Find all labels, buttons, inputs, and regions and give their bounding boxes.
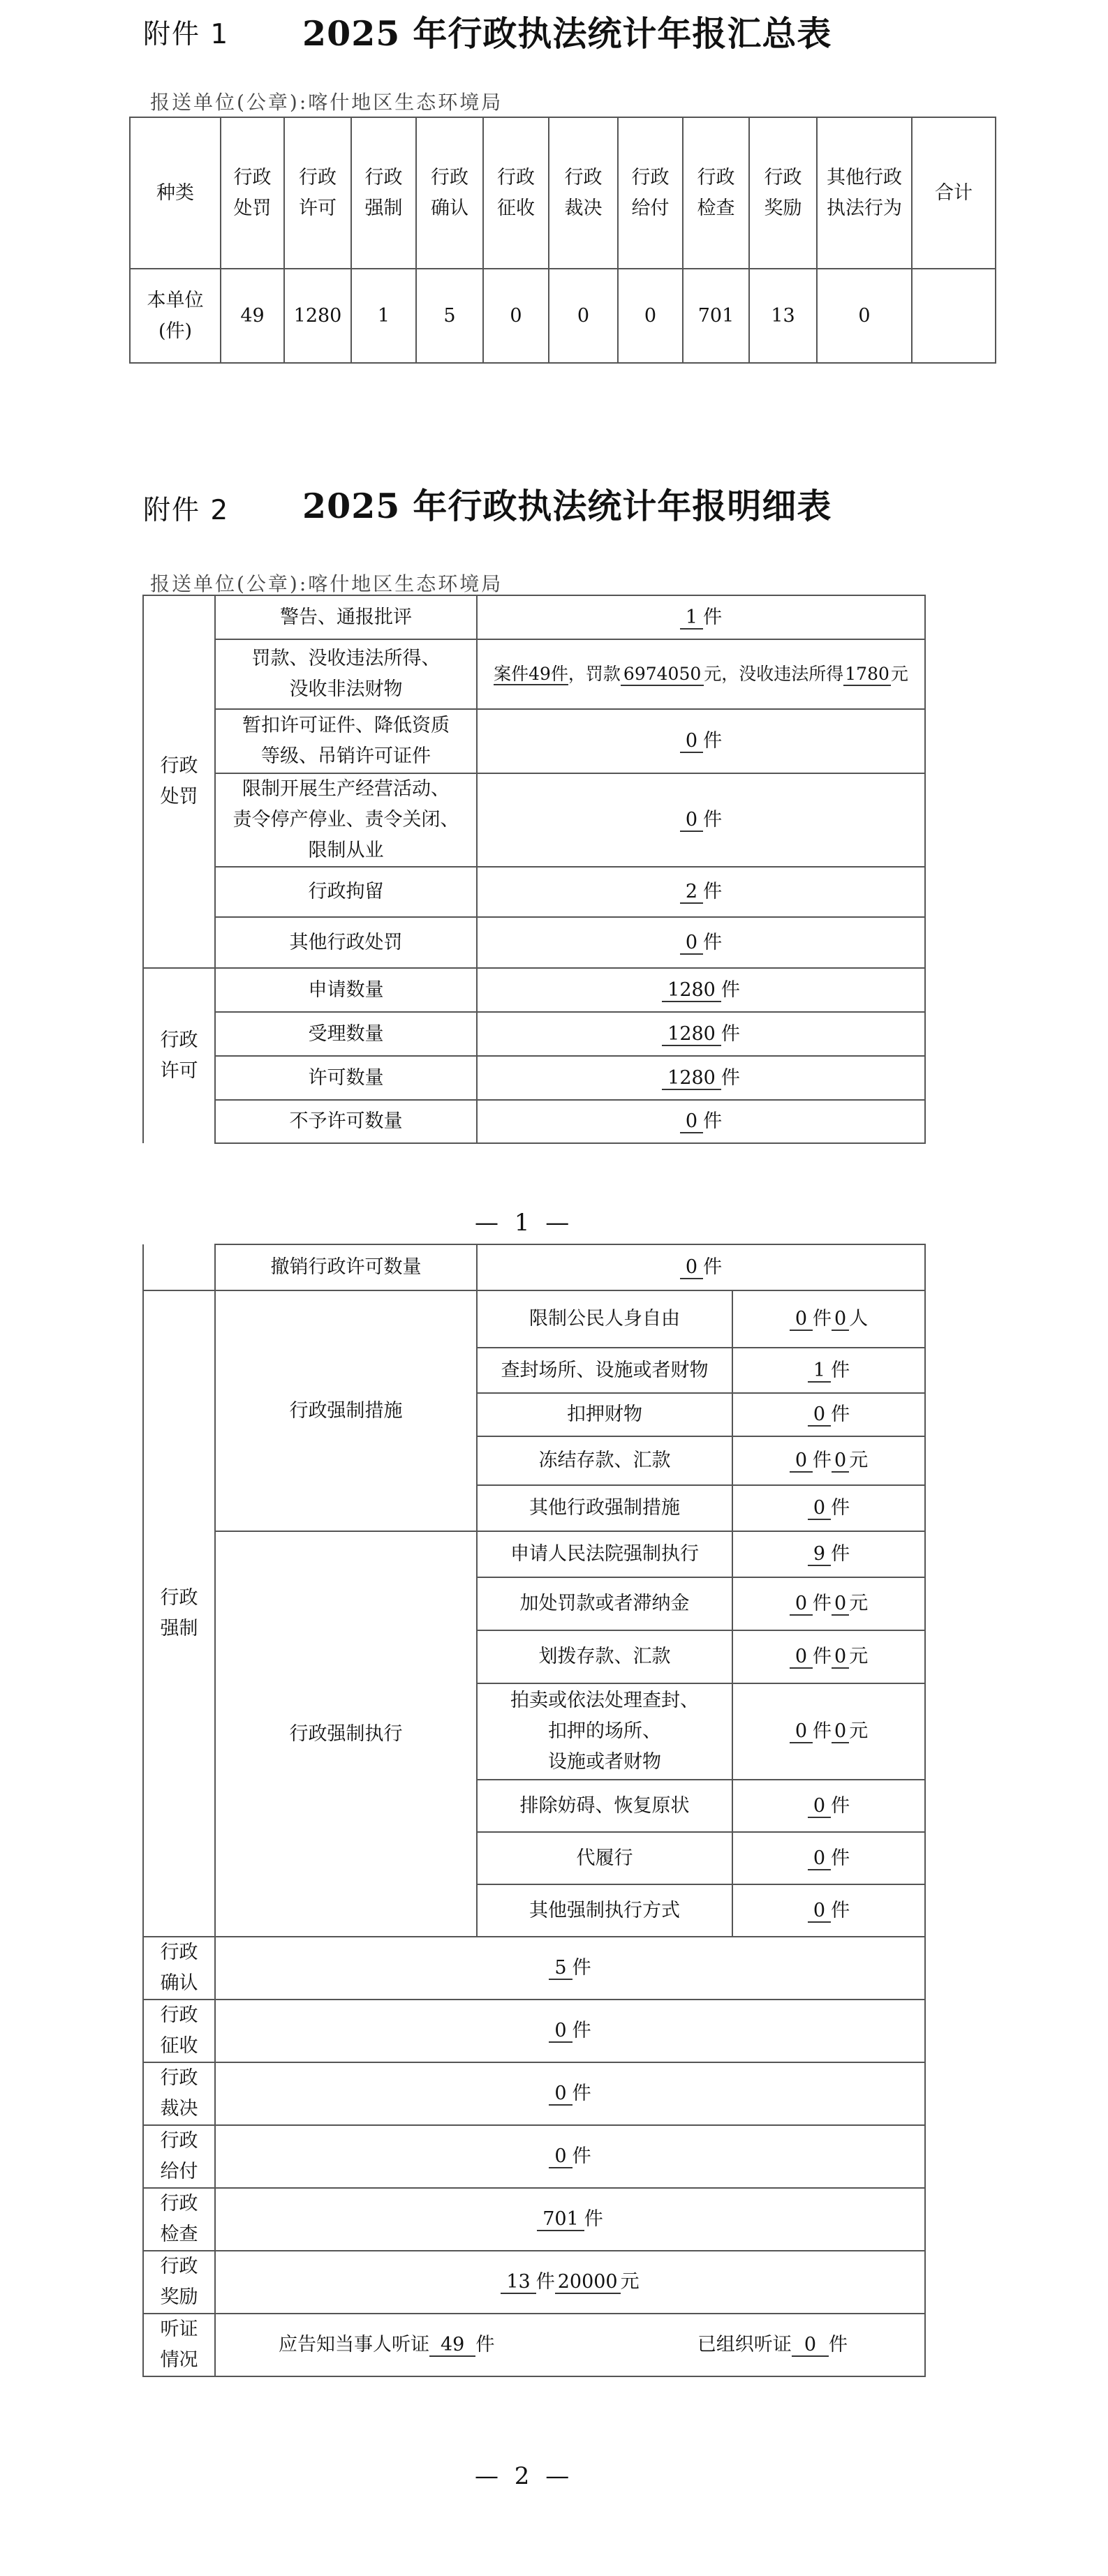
value-cell: 49 [221,269,284,363]
value-cell: 0 件 0 元 [732,1683,925,1780]
detail-table-page2 [142,1244,926,2377]
header-cell: 合计 [912,117,996,269]
row-label: 其他行政强制措施 [477,1485,732,1531]
value-cell: 13 件 20000 元 [215,2251,925,2314]
value-cell: 0 件 [215,2000,925,2062]
header-cell: 其他行政 执法行为 [817,117,912,269]
value-cell: 案件49件，罚款 6974050 元，没收违法所得1780元 [477,639,925,709]
row-label: 罚款、没收违法所得、 没收非法财物 [215,639,477,709]
row-label: 代履行 [477,1832,732,1884]
row-label: 申请数量 [215,968,477,1012]
summary-table [129,117,996,364]
row-label: 排除妨碍、恢复原状 [477,1780,732,1832]
header-cell: 行政 裁决 [549,117,618,269]
page-number-2: — 2 — [475,2462,574,2490]
row-label: 行政拘留 [215,867,477,917]
value-cell: 5 [416,269,483,363]
penalty-group-label: 行政 处罚 [143,595,215,968]
value-cell: 0 件 0 元 [732,1577,925,1630]
reporting-unit-2: 报送单位(公章):喀什地区生态环境局 [150,572,503,595]
value-cell: 1280 [284,269,351,363]
value-cell: 0 件 [477,1100,925,1143]
value-cell [912,269,996,363]
row-label: 不予许可数量 [215,1100,477,1143]
header-cell: 行政 确认 [416,117,483,269]
value-cell: 0 件 [477,917,925,968]
coercion-group-label: 行政 强制 [143,1290,215,1937]
row-label: 申请人民法院强制执行 [477,1531,732,1577]
detail-table-page1 [142,595,926,1144]
row-label: 扣押财物 [477,1393,732,1436]
value-cell: 0 [549,269,618,363]
value-cell: 2 件 [477,867,925,917]
header-cell: 行政 许可 [284,117,351,269]
header-cell: 行政 强制 [351,117,416,269]
license-group-label: 行政 许可 [143,968,215,1143]
value-cell: 0 件 0 元 [732,1436,925,1485]
value-cell: 0 件 [732,1884,925,1937]
row-label: 许可数量 [215,1056,477,1100]
row-label: 冻结存款、汇款 [477,1436,732,1485]
license-group-continued [143,1244,215,1290]
header-cell: 行政 给付 [618,117,683,269]
header-cell: 种类 [130,117,221,269]
hearing-label: 听证 情况 [143,2314,215,2376]
measures-label: 行政强制措施 [215,1290,477,1531]
value-cell: 5 件 [215,1937,925,2000]
value-cell: 0 件 [215,2125,925,2188]
row-label: 本单位 (件) [130,269,221,363]
value-cell: 1280 件 [477,968,925,1012]
value-cell: 0 [817,269,912,363]
value-cell: 0 件 0 人 [732,1290,925,1348]
detail-title: 2025 年行政执法统计年报明细表 [302,486,832,526]
value-cell: 0 件 [732,1780,925,1832]
summary-header-row [130,117,996,269]
header-cell: 行政 奖励 [749,117,817,269]
value-cell: 701 件 [215,2188,925,2251]
attachment-2-label: 附件 2 [143,495,230,526]
reward-label: 行政 奖励 [143,2251,215,2314]
header-cell: 行政 处罚 [221,117,284,269]
value-cell: 0 件 [477,709,925,773]
summary-data-row [130,269,996,363]
row-label: 加处罚款或者滞纳金 [477,1577,732,1630]
value-cell: 1 [351,269,416,363]
row-label: 暂扣许可证件、降低资质 等级、吊销许可证件 [215,709,477,773]
value-cell: 13 [749,269,817,363]
confirm-label: 行政 确认 [143,1937,215,2000]
value-cell: 701 [683,269,749,363]
header-cell: 行政 征收 [483,117,549,269]
row-label: 其他强制执行方式 [477,1884,732,1937]
value-cell: 0 件 [477,1244,925,1290]
row-label: 划拨存款、汇款 [477,1630,732,1683]
ruling-label: 行政 裁决 [143,2062,215,2125]
value-cell: 1 件 [732,1348,925,1393]
value-cell: 0 [618,269,683,363]
row-label: 限制公民人身自由 [477,1290,732,1348]
summary-title: 2025 年行政执法统计年报汇总表 [302,13,832,54]
row-label: 其他行政处罚 [215,917,477,968]
value-cell: 0 件 [732,1485,925,1531]
value-cell: 1280 件 [477,1056,925,1100]
value-cell: 0 件 [215,2062,925,2125]
value-cell: 1 件 [477,595,925,639]
reporting-unit-1: 报送单位(公章):喀什地区生态环境局 [150,91,503,114]
row-label: 撤销行政许可数量 [215,1244,477,1290]
header-cell: 行政 检查 [683,117,749,269]
value-cell: 0 件 [732,1832,925,1884]
hearing-value-cell: 应告知当事人听证 49 件 已组织听证 0 件 [215,2314,925,2376]
row-label: 警告、通报批评 [215,595,477,639]
row-label: 受理数量 [215,1012,477,1056]
row-label: 拍卖或依法处理查封、 扣押的场所、 设施或者财物 [477,1683,732,1780]
value-cell: 0 件 [477,773,925,867]
value-cell: 1280 件 [477,1012,925,1056]
value-cell: 9 件 [732,1531,925,1577]
row-label: 查封场所、设施或者财物 [477,1348,732,1393]
levy-label: 行政 征收 [143,2000,215,2062]
inspection-label: 行政 检查 [143,2188,215,2251]
row-label: 限制开展生产经营活动、 责令停产停业、责令关闭、 限制从业 [215,773,477,867]
value-cell: 0 件 [732,1393,925,1436]
execution-label: 行政强制执行 [215,1531,477,1937]
payment-label: 行政 给付 [143,2125,215,2188]
attachment-1-label: 附件 1 [143,19,230,50]
value-cell: 0 [483,269,549,363]
page-number-1: — 1 — [475,1209,574,1237]
value-cell: 0 件 0 元 [732,1630,925,1683]
